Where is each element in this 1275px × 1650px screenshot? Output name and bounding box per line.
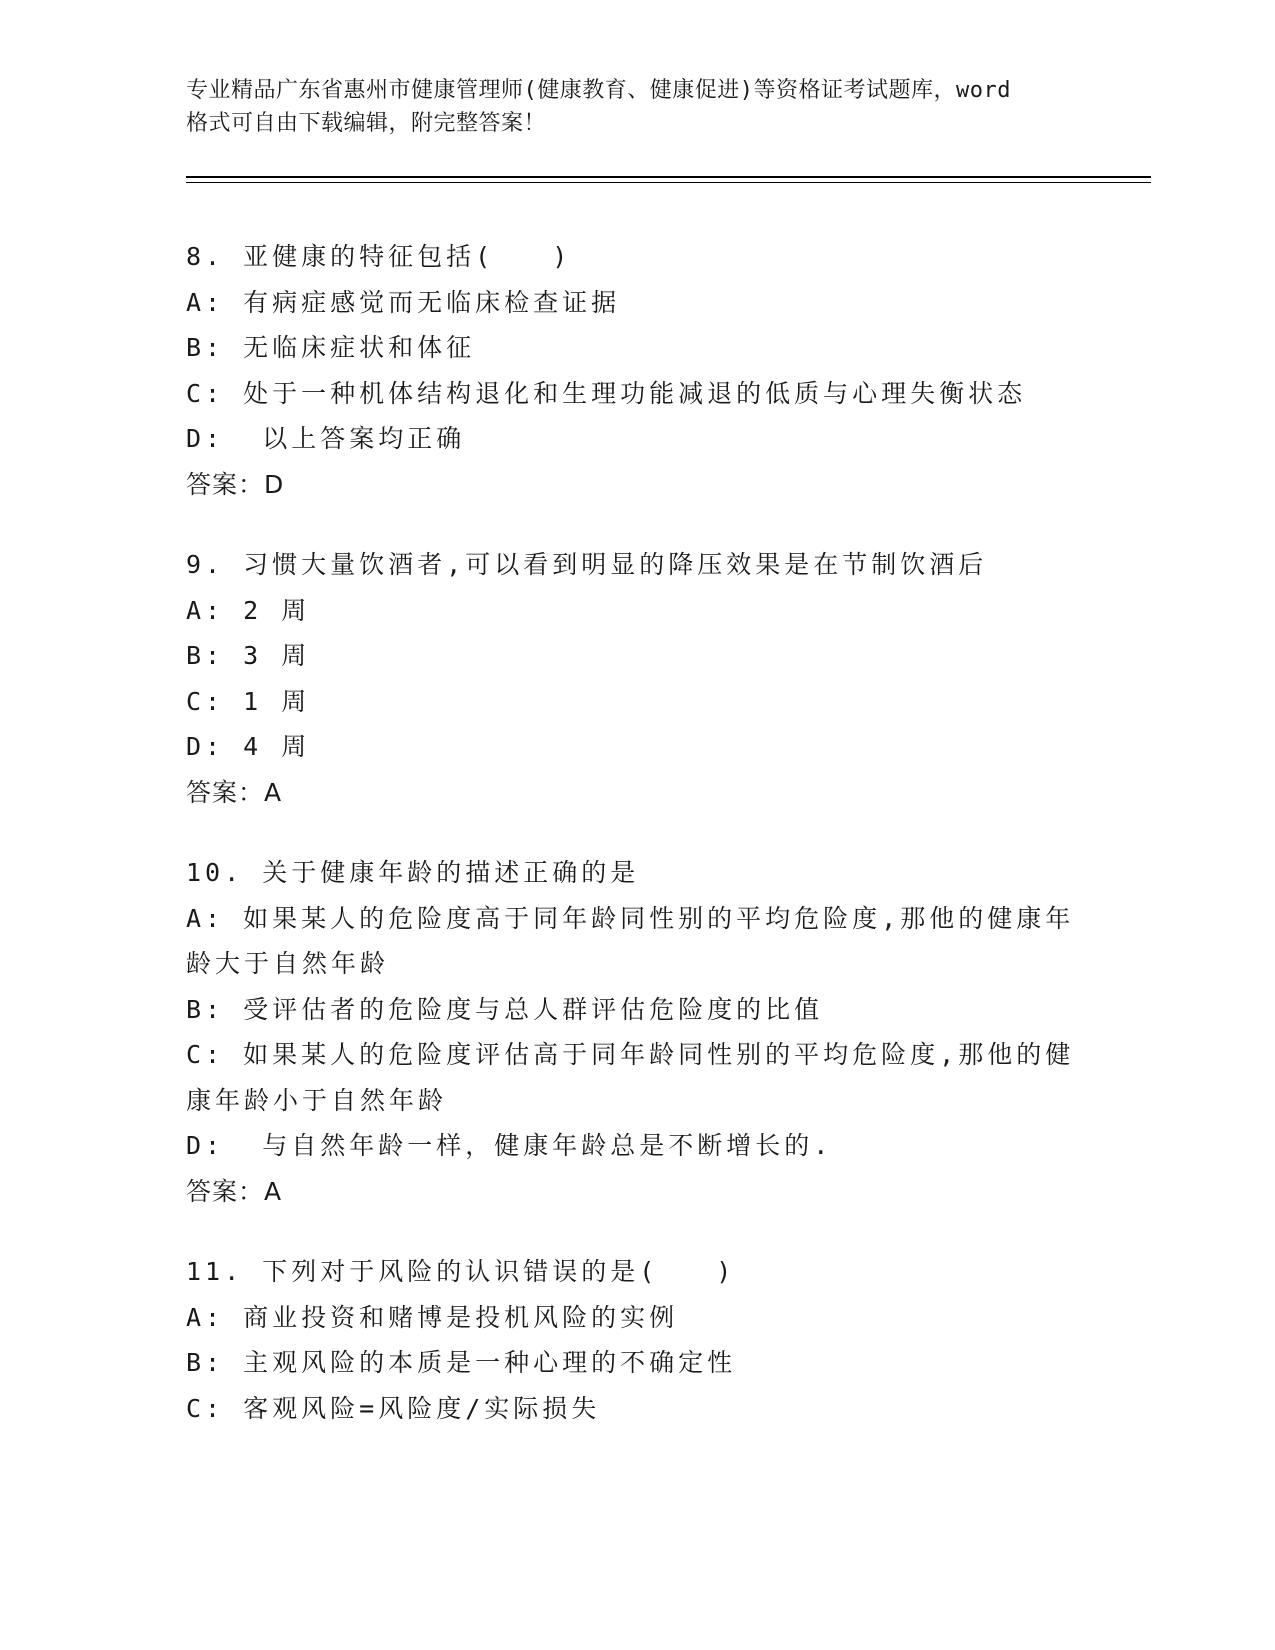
option-d: D: 4 周 bbox=[186, 732, 311, 761]
option-c: C: 客观风险=风险度/实际损失 bbox=[186, 1393, 601, 1423]
question-9 bbox=[186, 542, 1086, 815]
option-b: B: 无临床症状和体征 bbox=[186, 333, 476, 362]
question-11 bbox=[186, 1249, 1086, 1431]
answer: 答案：D bbox=[186, 469, 285, 499]
option-c: C: 1 周 bbox=[186, 686, 311, 716]
header-divider-thick bbox=[186, 176, 1151, 178]
question-list bbox=[186, 234, 1086, 1466]
answer: 答案：A bbox=[186, 1176, 283, 1206]
question-stem: 11. 下列对于风险的认识错误的是( ) bbox=[186, 1257, 736, 1286]
option-c: C: 处于一种机体结构退化和生理功能减退的低质与心理失衡状态 bbox=[186, 378, 1027, 408]
question-stem: 9. 习惯大量饮酒者,可以看到明显的降压效果是在节制饮酒后 bbox=[186, 550, 988, 579]
header-divider-thin bbox=[186, 182, 1151, 183]
option-d: D: 以上答案均正确 bbox=[186, 424, 466, 453]
option-a: A: 有病症感觉而无临床检查证据 bbox=[186, 287, 621, 317]
option-c-continued: 康年龄小于自然年龄 bbox=[186, 1085, 448, 1115]
option-b: B: 3 周 bbox=[186, 641, 311, 670]
question-stem: 10. 关于健康年龄的描述正确的是 bbox=[186, 858, 640, 887]
answer: 答案：A bbox=[186, 777, 283, 807]
option-b: B: 受评估者的危险度与总人群评估危险度的比值 bbox=[186, 994, 824, 1024]
option-c: C: 如果某人的危险度评估高于同年龄同性别的平均危险度,那他的健 bbox=[186, 1040, 1075, 1069]
document-header bbox=[186, 74, 1086, 140]
question-10 bbox=[186, 850, 1086, 1214]
option-a: A: 如果某人的危险度高于同年龄同性别的平均危险度,那他的健康年 bbox=[186, 903, 1075, 933]
header-line-2: 格式可自由下载编辑，附完整答案！ bbox=[186, 111, 547, 136]
question-stem: 8. 亚健康的特征包括( ) bbox=[186, 242, 572, 271]
option-a-continued: 龄大于自然年龄 bbox=[186, 949, 390, 978]
option-a: A: 商业投资和赌博是投机风险的实例 bbox=[186, 1302, 679, 1332]
option-b: B: 主观风险的本质是一种心理的不确定性 bbox=[186, 1348, 737, 1377]
question-8 bbox=[186, 234, 1086, 507]
option-d: D: 与自然年龄一样，健康年龄总是不断增长的. bbox=[186, 1131, 833, 1160]
header-line-1: 专业精品广东省惠州市健康管理师(健康教育、健康促进)等资格证考试题库，word bbox=[186, 78, 1011, 103]
option-a: A: 2 周 bbox=[186, 595, 311, 625]
